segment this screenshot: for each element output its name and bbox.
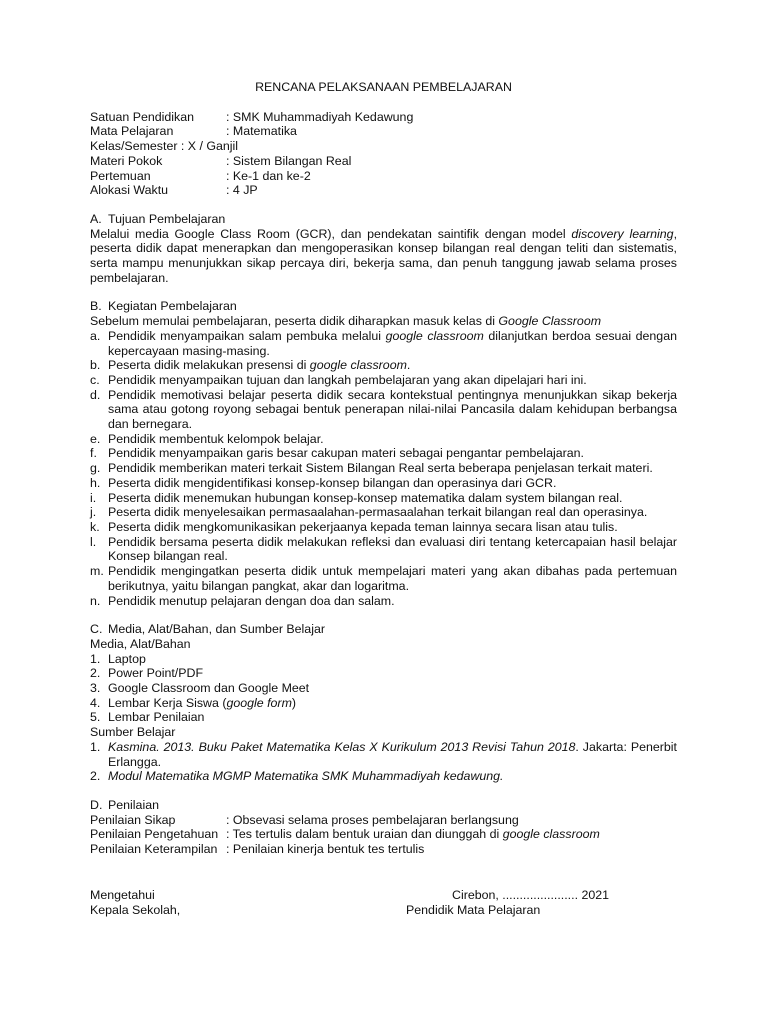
list-text-part: Pendidik mengingatkan peserta didik untuk mempelajari materi yang akan dibahas pada pertemuan berikutnya, yaitu bilangan pangkat, akar dan logaritma. [108,564,677,593]
assessment-row [90,827,677,842]
list-text-emphasis: google classroom [309,358,407,373]
list-marker: c. [90,372,100,387]
assessment-row [90,842,677,857]
intro-text: Sebelum memulai pembelajaran, peserta didik diharapkan masuk kelas di [90,314,499,329]
source-item [90,769,677,784]
list-text [108,666,677,681]
paragraph-text: Melalui media Google Class Room (GCR), dan pendekatan saintifik dengan model [90,226,572,241]
list-text-part: Pendidik memberikan materi terkait Sistem Bilangan Real serta beberapa penjelasan terkait materi. [108,461,653,476]
assessment-text: : Tes tertulis dalam bentuk uraian dan diunggah di [226,827,503,842]
list-text [108,681,677,696]
list-text-emphasis: Modul Matematika MGMP Matematika SMK Muhammadiyah kedawung. [108,769,504,784]
assessment-table [90,813,677,857]
list-text [108,696,677,711]
section-number: D. [90,797,103,812]
list-marker: m. [90,564,104,579]
assessment-label: Penilaian Pengetahuan [90,827,219,842]
section-heading [90,212,677,227]
list-text [108,358,677,373]
source-item [90,740,677,769]
list-marker: i. [90,490,97,505]
list-text-part: Pendidik bersama peserta didik melakukan refleksi dan evaluasi diri tentang ketercapaian hasil belajar Konsep bilangan real. [108,534,677,564]
activity-item [90,388,677,432]
list-text-part: dilanjutkan berdoa sesuai dengan kepercayaan masing-masing. [108,328,677,358]
list-marker: 4. [90,695,101,710]
list-text-part: Pendidik membentuk kelompok belajar. [108,431,324,446]
identity-row [90,110,677,125]
section-heading [90,798,677,813]
list-text [108,432,677,447]
list-text [108,710,677,725]
media-subheading: Media, Alat/Bahan [90,636,191,651]
identity-value: : 4 JP [226,183,258,198]
sources-subheading: Sumber Belajar [90,725,176,740]
activity-item [90,446,677,461]
assessment-label: Penilaian Sikap [90,812,176,827]
list-text-part: Pendidik menyampaikan salam pembuka melalui [108,328,386,343]
media-list [90,652,677,726]
list-marker: l. [90,534,97,549]
list-text [108,388,677,432]
list-text-emphasis: google form [226,695,292,710]
section-title: Tujuan Pembelajaran [108,211,226,226]
list-marker: d. [90,387,101,402]
list-text-part: . [406,358,411,373]
list-marker: h. [90,475,101,490]
list-marker: 5. [90,710,101,725]
list-text-emphasis: Kasmina. 2013. Buku Paket Matematika Kelas X Kurikulum 2013 Revisi Tahun 2018 [108,739,576,754]
identity-label: Mata Pelajaran [90,124,174,139]
section-heading [90,299,677,314]
section-paragraph [90,227,677,286]
list-text-part: Peserta didik mengidentifikasi konsep-konsep bilangan dan operasinya dari GCR. [108,475,557,490]
list-text-part: Peserta didik melakukan presensi di [108,358,310,373]
identity-row [90,183,677,198]
section-number: A. [90,211,102,226]
activity-list [90,329,677,608]
list-text [108,652,677,667]
list-text [108,329,677,358]
list-text [108,535,677,564]
list-text [108,505,677,520]
assessment-value [226,842,677,857]
signature-right-line2: Pendidik Mata Pelajaran [406,903,541,917]
activity-item [90,564,677,593]
list-marker: 1. [90,739,101,754]
list-text-part: Google Classroom dan Google Meet [108,681,310,696]
assessment-text: : Penilaian kinerja bentuk tes tertulis [226,842,425,857]
media-item [90,681,677,696]
list-marker: e. [90,431,101,446]
list-text-part: Peserta didik menemukan hubungan konsep-konsep matematika dalam system bilangan real. [108,490,623,505]
identity-row [90,169,677,184]
activity-item [90,491,677,506]
intro-emphasis: Google Classroom [498,314,602,329]
signature-block [90,888,677,928]
activity-item [90,535,677,564]
section-title: Kegiatan Pembelajaran [108,299,237,314]
list-marker: n. [90,593,101,608]
list-text-part: Lembar Kerja Siswa ( [108,695,227,710]
assessment-emphasis: google classroom [502,827,600,842]
section-kegiatan [90,299,677,608]
identity-value: : Sistem Bilangan Real [226,153,352,168]
section-heading [90,622,677,637]
list-text-part: Lembar Penilaian [108,710,205,725]
activity-item [90,432,677,447]
list-marker: 1. [90,651,101,666]
identity-row [90,154,677,169]
list-text-part: ) [291,695,297,710]
sources-list [90,740,677,784]
list-text-part: . Jakarta: Penerbit Erlangga. [108,739,677,769]
list-marker: 2. [90,769,101,784]
section-tujuan [90,212,677,286]
activity-item [90,329,677,358]
list-text-part: Peserta didik mengkomunikasikan pekerjaanya kepada teman lainnya secara lisan atau tulis. [108,519,618,534]
list-text [108,594,677,609]
assessment-row [90,813,677,828]
media-item [90,696,677,711]
identity-row [90,139,677,154]
identity-label: Kelas/Semester : X / Ganjil [90,139,239,154]
identity-value [238,139,677,154]
list-text [108,491,677,506]
paragraph-emphasis: discovery learning [571,226,674,241]
identity-label: Satuan Pendidikan [90,109,195,124]
list-marker: f. [90,446,97,461]
identity-label: Alokasi Waktu [90,183,169,198]
identity-label: Materi Pokok [90,153,163,168]
list-marker: b. [90,358,101,373]
activity-item [90,594,677,609]
identity-label: Pertemuan [90,168,151,183]
list-text-part: Pendidik menutup pelajaran dengan doa dan salam. [108,593,395,608]
section-title: Media, Alat/Bahan, dan Sumber Belajar [108,622,325,637]
activity-item [90,358,677,373]
document-body [90,80,677,857]
assessment-value [226,827,677,842]
assessment-text: : Obsevasi selama proses pembelajaran berlangsung [226,812,519,827]
document-title: RENCANA PELAKSANAAN PEMBELAJARAN [255,80,512,94]
list-text [108,446,677,461]
identity-value: : Matematika [226,124,297,139]
paragraph-text: , peserta didik dapat menerapkan dan mengoperasikan konsep bilangan real dengan teliti dan sistematis, serta mampu menunjukkan sikap percaya diri, bekerja sama, dan penuh tanggung jawab selama proses pembelajaran. [90,226,678,285]
list-text [108,476,677,491]
media-item [90,666,677,681]
assessment-value [226,813,677,828]
activity-item [90,476,677,491]
media-item [90,652,677,667]
list-text-part: Pendidik memotivasi belajar peserta didik secara kontekstual pentingnya menunjukkan sikap bekerja sama atau gotong royong sebagai bentuk penerapan nilai-nilai Pancasila dalam kehidupan berbangsa dan bernegara. [108,387,677,432]
list-text [108,461,677,476]
list-text-part: Power Point/PDF [108,666,204,681]
signature-right-line1: Cirebon, ...................... 2021 [452,888,610,902]
identity-value: : SMK Muhammadiyah Kedawung [226,109,414,124]
identity-row [90,124,677,139]
list-marker: 2. [90,666,101,681]
section-number: C. [90,622,103,637]
list-text-part: Peserta didik menyelesaikan permasaalahan-permasaalahan terkait bilangan real dan operasinya. [108,505,648,520]
activity-item [90,520,677,535]
list-marker: 3. [90,681,101,696]
assessment-label: Penilaian Keterampilan [90,842,218,857]
list-text [108,740,677,769]
list-text-emphasis: google classroom [385,328,484,343]
list-marker: a. [90,328,101,343]
activity-item [90,505,677,520]
section-media [90,622,677,784]
list-text [108,373,677,388]
identity-value: : Ke-1 dan ke-2 [226,168,311,183]
signature-left-line1: Mengetahui [90,888,155,902]
section-number: B. [90,299,102,314]
list-marker: j. [90,505,97,520]
list-text [108,520,677,535]
activity-item [90,373,677,388]
list-text-part: Pendidik menyampaikan garis besar cakupan materi sebagai pengantar pembelajaran. [108,446,584,461]
list-text [108,564,677,593]
list-marker: k. [90,519,100,534]
activity-item [90,461,677,476]
list-text-part: Laptop [108,651,146,666]
section-penilaian [90,798,677,857]
signature-left-line2: Kepala Sekolah, [90,903,181,917]
media-item [90,710,677,725]
section-title: Penilaian [108,797,159,812]
identity-block [90,110,677,198]
list-marker: g. [90,461,101,476]
list-text [108,769,677,784]
section-intro [90,314,677,329]
list-text-part: Pendidik menyampaikan tujuan dan langkah pembelajaran yang akan dipelajari hari ini. [108,372,587,387]
